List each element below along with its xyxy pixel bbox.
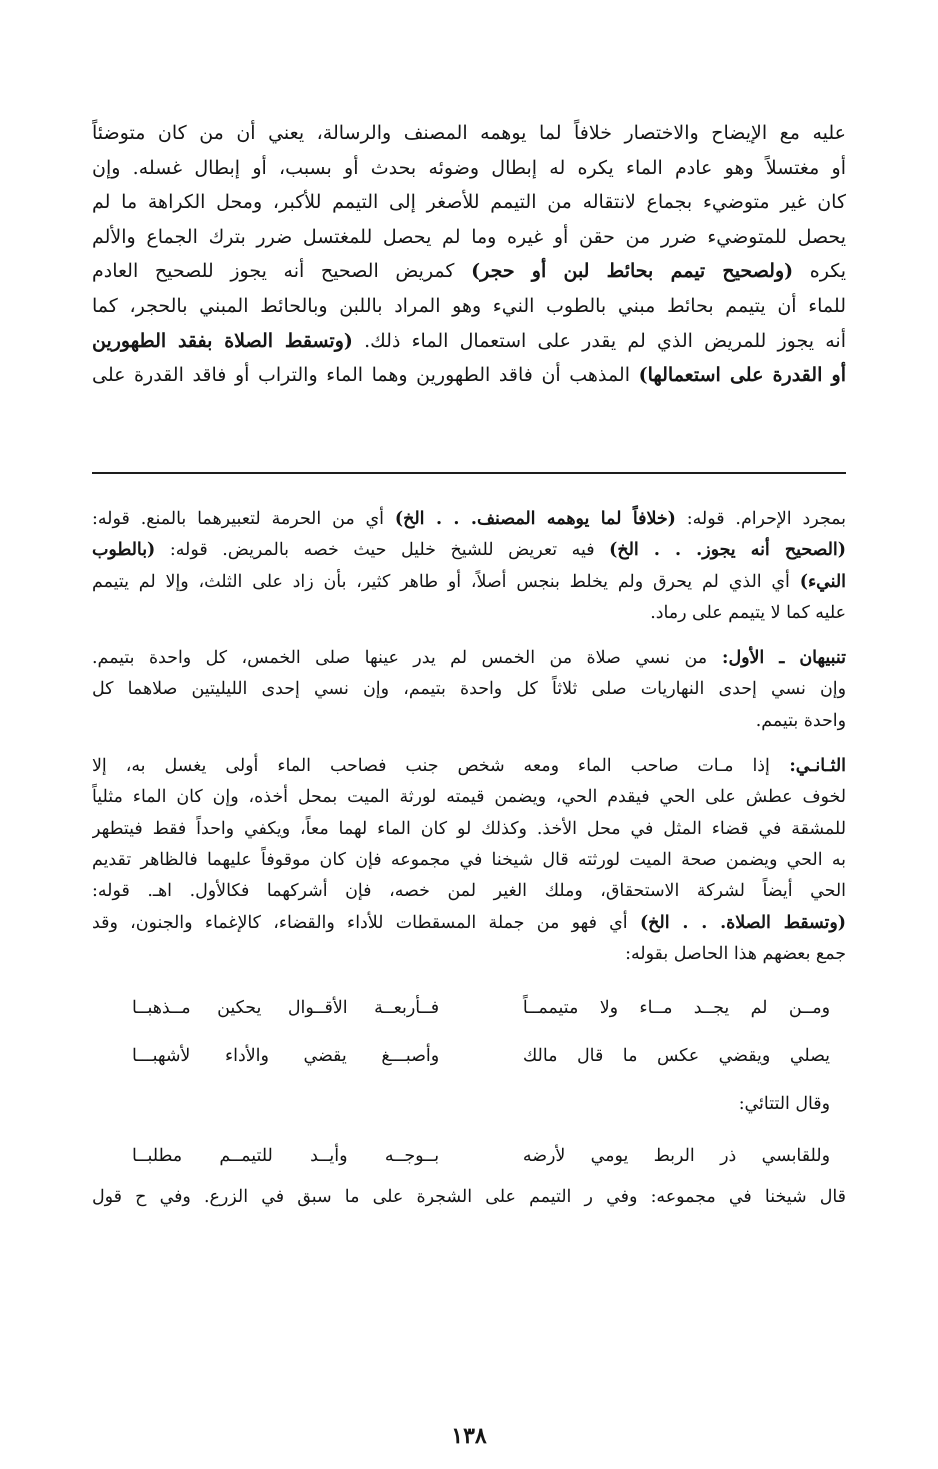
verse-first-hemistich: وللقابسي ذر الربط يومي لأرضه — [522, 1145, 830, 1166]
main-text-line — [92, 151, 846, 186]
verse-first-hemistich: ومــن لم يجــد مــاء ولا متيممــاً — [522, 997, 830, 1018]
commentary-section — [92, 504, 846, 1213]
bold-phrase: تنبيهان ـ الأول: — [707, 648, 846, 669]
text-run: أنه يجوز للمريض الذي لم يقدر على استعمال الماء ذلك. — [352, 329, 846, 352]
text-run: وإن نسي إحدى النهاريات صلى ثلاثاً كل واحدة بتيمم، وإن نسي إحدى الليليتين صلاهما كل — [92, 679, 846, 700]
text-run: للماء أن يتيمم بحائط مبني بالطوب النيء وهو المراد باللبن وبالحائط المبني بالحجر، كما — [92, 294, 846, 317]
commentary-paragraph-3 — [92, 751, 846, 970]
commentary-line — [92, 706, 846, 737]
text-run: من نسي صلاة من الخمس لم يدر عينها صلى الخمس، كل واحدة بتيمم. — [92, 648, 708, 669]
poem-caption: وقال التتائي: — [738, 1094, 830, 1115]
commentary-line — [92, 674, 846, 705]
commentary-line — [92, 939, 846, 970]
verse-second-hemistich: وأصبـــغ يقضي والأداء لأشهبـــا — [132, 1045, 440, 1066]
text-run: إذا مـات صاحب الماء ومعه شخص جنب فصاحب الماء أولى يغسل به، إلا — [92, 756, 770, 777]
poem-verse — [92, 1132, 846, 1180]
poem-verse — [92, 1032, 846, 1080]
bold-phrase: أو القدرة على استعمالها) — [638, 364, 846, 387]
bold-phrase: (الصحيح أنه يجوز. . . الخ) — [609, 540, 846, 561]
verse-second-hemistich: بــوجــه وأيــد للتيمــم مطلبــا — [132, 1145, 440, 1166]
poem-verse — [92, 984, 846, 1032]
text-run: لخوف عطش على الحي فيقدم الحي، ويضمن قيمته لورثة الميت بمحل أخذه، وإن كان الماء مثلياً — [92, 787, 846, 808]
main-text-line — [92, 220, 846, 255]
poem-verses-2 — [92, 1132, 846, 1180]
main-text-line — [92, 358, 846, 393]
text-run: فيه تعريض للشيخ خليل حيث خصه بالمريض. قوله: — [155, 540, 610, 561]
commentary-line — [92, 504, 846, 535]
text-run: عليه كما لا يتيمم على رماد. — [650, 602, 846, 623]
text-run: المذهب أن فاقد الطهورين وهما الماء والتراب أو فاقد القدرة على — [92, 364, 639, 387]
commentary-line — [92, 814, 846, 845]
bold-phrase: (بالطوب — [92, 540, 156, 561]
commentary-line — [92, 876, 846, 907]
bold-phrase: (ولصحيح تيمم بحائط لبن أو حجر) — [471, 260, 794, 283]
text-run: أي فهو من جملة المسقطات للأداء والقضاء، كالإغماء والجنون، وقد — [92, 912, 640, 933]
main-text-line — [92, 185, 846, 220]
text-run: أي الذي لم يحرق ولم يخلط بنجس أصلاً، أو طاهر كثير، بأن زاد على الثلث، وإلا لم يتيمم — [92, 571, 800, 592]
text-run: واحدة بتيمم. — [755, 710, 846, 731]
text-run: الحي أيضاً لشركة الاستحقاق، وملك الغير لمن خصه، فإن أشركهما فكالأول. اهـ. قوله: — [92, 881, 846, 902]
bold-phrase: (وتسقط الصلاة. . . الخ) — [639, 912, 846, 933]
commentary-line — [92, 643, 846, 674]
final-commentary-line: قال شيخنا في مجموعه: وفي ر التيمم على الشجرة على ما سبق في الزرع. وفي ح قول — [92, 1187, 846, 1208]
text-run: أو مغتسلاً وهو عادم الماء يكره له إبطال وضوئه بحدث أو بسبب، أو إبطال غسله. وإن — [92, 156, 846, 179]
verse-first-hemistich: يصلي ويقضي عكس ما قال مالك — [522, 1045, 830, 1066]
commentary-line — [92, 782, 846, 813]
commentary-line — [92, 845, 846, 876]
bold-phrase: الثـانـي: — [769, 756, 846, 777]
text-run: جمع بعضهم هذا الحاصل بقوله: — [625, 943, 846, 964]
page-number: ١٣٨ — [451, 1423, 487, 1449]
bold-phrase: النيء) — [799, 571, 846, 592]
main-text-line — [92, 254, 846, 289]
text-run: به الحي ويضمن صحة الميت لورثته قال شيخنا في مجموعه فإن كان موقوفاً عليهما فالظاهر تقديم — [92, 849, 846, 870]
commentary-line — [92, 908, 846, 939]
commentary-paragraph-2 — [92, 643, 846, 737]
main-text-body — [92, 116, 846, 393]
commentary-line — [92, 567, 846, 598]
main-text-line — [92, 116, 846, 151]
commentary-line — [92, 751, 846, 782]
commentary-paragraph-1 — [92, 504, 846, 629]
text-run: كان غير متوضيء بجماع لانتقاله من التيمم للأصغر إلى التيمم للأكبر، ومحل الكراهة ما لم — [92, 191, 846, 214]
text-run: عليه مع الإيضاح والاختصار خلافاً لما يوهمه المصنف والرسالة، يعني أن من كان متوضئاً — [92, 122, 846, 144]
text-run: للمشقة في قضاء المثل في محل الأخذ. وكذلك لو كان الماء لهما معاً، ويكفي واحداً فقط فيتطهر — [92, 818, 846, 839]
bold-phrase: (خلافاً لما يوهمه المصنف. . . الخ) — [394, 509, 676, 529]
main-text-line — [92, 289, 846, 324]
text-run: أي من الحرمة لتعبيرهما بالمنع. قوله: — [92, 509, 395, 529]
book-page — [92, 116, 846, 1449]
text-run: بمجرد الإحرام. قوله: — [675, 509, 846, 529]
verse-second-hemistich: فــأربعــة الأقــوال يحكين مــذهبــا — [132, 997, 440, 1018]
commentary-line — [92, 535, 846, 566]
text-run: يحصل للمتوضيء ضرر من حقن أو غيره وما لم يحصل للمغتسل ضرر بترك الجماع والألم — [92, 225, 846, 248]
poem-verses-1 — [92, 984, 846, 1080]
main-text-line — [92, 324, 846, 359]
commentary-line — [92, 598, 846, 629]
text-run: يكره — [793, 260, 846, 283]
bold-phrase: (وتسقط الصلاة بفقد الطهورين — [92, 329, 353, 352]
footnote-divider — [92, 472, 846, 474]
text-run: كمريض الصحيح أنه يجوز للصحيح العادم — [92, 260, 472, 283]
